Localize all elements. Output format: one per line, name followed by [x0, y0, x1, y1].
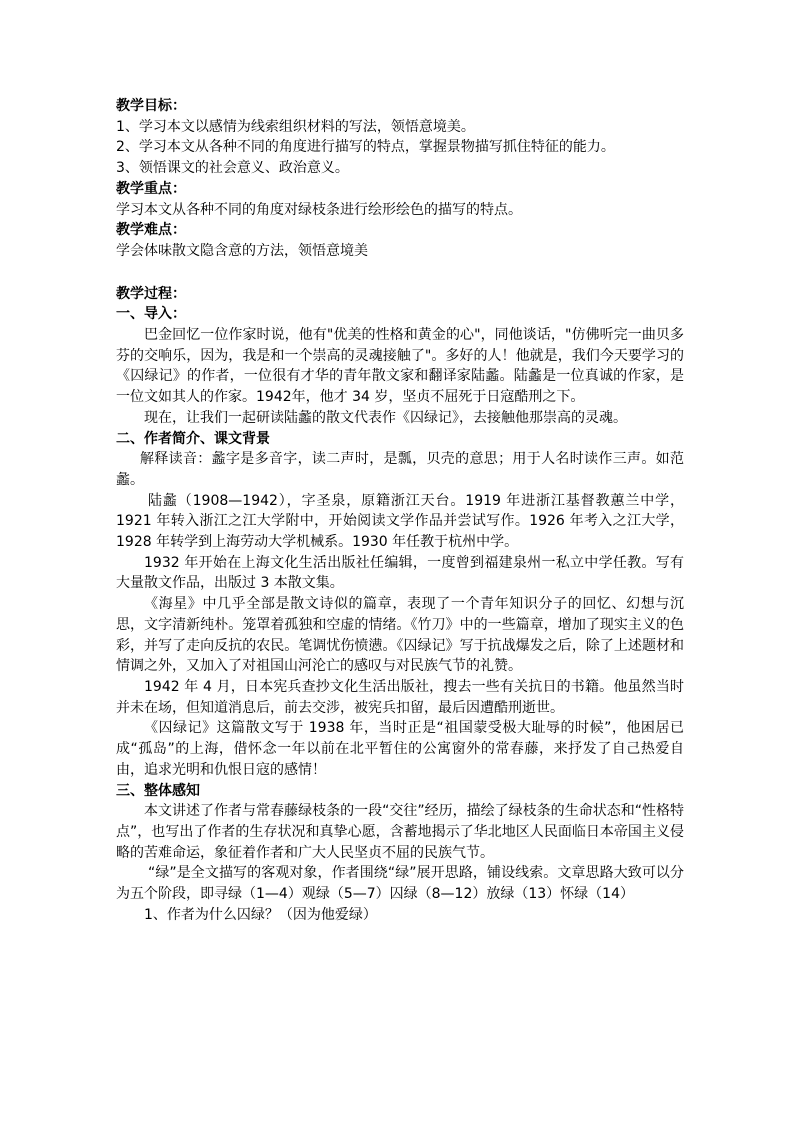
difficulty-heading: 教学难点：: [116, 222, 186, 239]
intro-paragraph-2: 现在，让我们一起研读陆蠡的散文代表作《囚绿记》，去接触他那崇高的灵魂。: [144, 409, 627, 426]
overall-paragraph-1: 本文讲述了作者与常春藤绿枝条的一段“交往”经历，描绘了绿枝条的生命状态和“性格特点”，也写出了作者的生存状况和真挚心愿，含蓄地揭示了华北地区人民面临日本帝国主义侵略的苦难命运，象征着作者和广大人民坚贞不屈的民族气节。: [116, 803, 684, 861]
author-paragraph-6: 《囚绿记》这篇散文写于 1938 年，当时正是“祖国蒙受极大耻辱的时候”，他困居已成“孤岛”的上海，借怀念一年以前在北平暂住的公寓窗外的常春藤，来抒发了自己热爱自由，追求光明和仇恨日寇的感情！: [116, 720, 684, 778]
goal-item-3: 3、领悟课文的社会意义、政治意义。: [116, 160, 349, 177]
goal-item-2: 2、学习本文从各种不同的角度进行描写的特点，掌握景物描写抓住特征的能力。: [116, 139, 615, 156]
overall-heading: 三、整体感知: [116, 782, 200, 799]
focus-text: 学习本文从各种不同的角度对绿枝条进行绘形绘色的描写的特点。: [116, 201, 522, 218]
intro-paragraph-1: 巴金回忆一位作家时说，他有"优美的性格和黄金的心"，同他谈话，"仿佛听完一曲贝多芬的交响乐，因为，我是和一个崇高的灵魂接触了"。多好的人！他就是，我们今天要学习的《囚绿记》的作者，一位很有才华的青年散文家和翻译家陆蠡。陆蠡是一位真诚的作家，是一位文如其人的作家。1942年，他才 34 岁，坚贞不屈死于日寇酷刑之下。: [116, 327, 684, 406]
question-1: 1、作者为什么囚绿？（因为他爱绿）: [144, 906, 377, 923]
author-paragraph-4: 《海星》中几乎全部是散文诗似的篇章，表现了一个青年知识分子的回忆、幻想与沉思，文字清新纯朴。笼罩着孤独和空虚的情绪。《竹刀》中的一些篇章，增加了现实主义的色彩，并写了走向反抗的农民。笔调忧伤愤懑。《囚绿记》写于抗战爆发之后，除了上述题材和情调之外，又加入了对祖国山河沦亡的感叹与对民族气节的礼赞。: [116, 596, 684, 675]
blank-line: [116, 262, 684, 284]
author-paragraph-1: 解释读音：蠡字是多音字，读二声时，是瓢，贝壳的意思；用于人名时读作三声。如范蠡。: [116, 451, 684, 488]
process-heading: 教学过程：: [116, 285, 186, 302]
overall-paragraph-2: “绿”是全文描写的客观对象，作者围绕“绿”展开思路，铺设线索。文章思路大致可以分为五个阶段，即寻绿（1—4）观绿（5—7）囚绿（8—12）放绿（13）怀绿（14）: [116, 865, 684, 903]
author-heading: 二、作者简介、课文背景: [116, 430, 270, 447]
document-page: [116, 96, 684, 925]
focus-heading: 教学重点：: [116, 180, 186, 197]
author-paragraph-5: 1942 年 4 月，日本宪兵查抄文化生活出版社，搜去一些有关抗日的书籍。他虽然当时并未在场，但知道消息后，前去交涉，被宪兵扣留，最后因遭酷刑逝世。: [116, 678, 684, 716]
difficulty-text: 学会体味散文隐含意的方法，领悟意境美: [116, 242, 368, 259]
intro-heading: 一、导入：: [116, 306, 186, 323]
author-paragraph-3: 1932 年开始在上海文化生活出版社任编辑，一度曾到福建泉州一私立中学任教。写有大量散文作品，出版过 3 本散文集。: [116, 554, 684, 592]
goals-heading: 教学目标：: [116, 98, 186, 114]
author-paragraph-2: 陆蠡（1908—1942），字圣泉，原籍浙江天台。1919 年进浙江基督教蕙兰中学，1921 年转入浙江之江大学附中，开始阅读文学作品并尝试写作。1926 年考入之江大学，1928 年转学到上海劳动大学机械系。1930 年任教于杭州中学。: [116, 492, 684, 551]
goal-item-1: 1、学习本文以感情为线索组织材料的写法，领悟意境美。: [116, 118, 475, 135]
